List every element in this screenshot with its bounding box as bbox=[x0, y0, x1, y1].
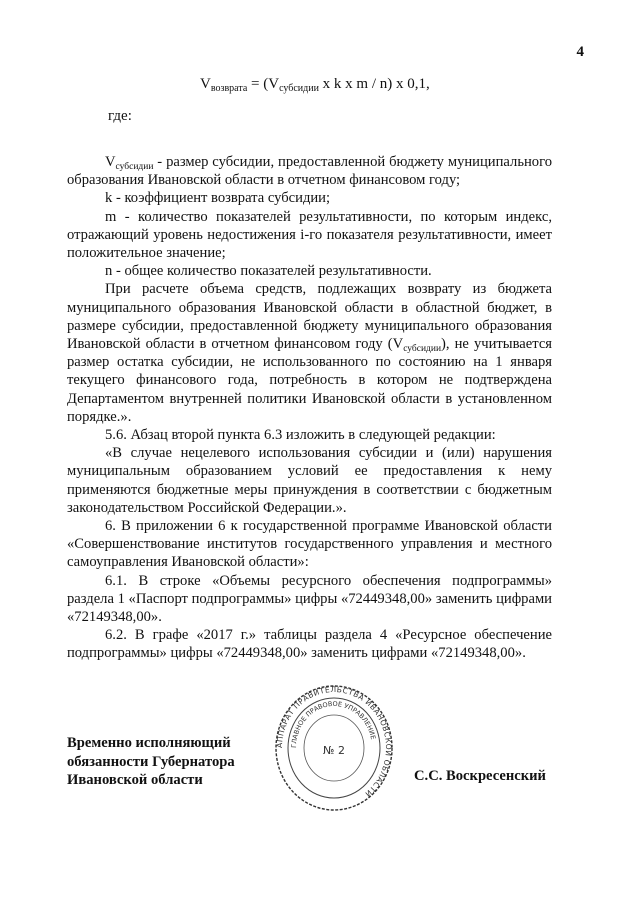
formula-rhs-sub: субсидии bbox=[279, 83, 319, 94]
stamp-inner-text: ГЛАВНОЕ ПРАВОВОЕ УПРАВЛЕНИЕ bbox=[289, 699, 378, 749]
v-symbol: V bbox=[105, 154, 116, 170]
formula-eq: = (V bbox=[247, 76, 280, 92]
formula-lhs: V bbox=[200, 76, 211, 92]
paragraph-6-2: 6.2. В графе «2017 г.» таблицы раздела 4 «Ресурсное обеспечение подпрограммы» цифры «72449348,00» заменить цифрами «72149348,00». bbox=[67, 627, 552, 662]
calc-text-b: ), не учитывается размер остатка субсидии, не использованного по состоянию на 1 января текущего финансового года, потребность в котором не подтверждена Департаментом внутренней политики Ивановской области в установленном порядке.». bbox=[67, 336, 553, 425]
official-stamp-icon bbox=[272, 682, 396, 814]
signatory-title-line2: обязанности Губернатора bbox=[67, 753, 235, 770]
calc-text-a: При расчете объема средств, подлежащих возврату из бюджета муниципального образования Ивановской области в областной бюджет, в размере субсидии, предоставленной бюджету муниципального образования Ивановской области в отчетном финансовом году (V bbox=[67, 281, 552, 353]
svg-text:ГЛАВНОЕ ПРАВОВОЕ УПРАВЛЕНИЕ bbox=[290, 700, 377, 748]
stamp-center-text: № 2 bbox=[323, 744, 345, 757]
return-formula bbox=[200, 76, 430, 94]
signatory-title bbox=[67, 734, 235, 790]
paragraph-6: 6. В приложении 6 к государственной программе Ивановской области «Совершенствование институтов государственного управления и местного самоуправления Ивановской области»: bbox=[67, 518, 552, 571]
paragraph-6-1: 6.1. В строке «Объемы ресурсного обеспечения подпрограммы» раздела 1 «Паспорт подпрограммы» цифры «72449348,00» заменить цифрами «72149348,00». bbox=[67, 572, 552, 626]
definition-m: m - количество показателей результативности, по которым индекс, отражающий уровень недостижения i-го показателя результативности, имеет положительное значение; bbox=[67, 208, 552, 262]
definition-v bbox=[67, 153, 552, 189]
signatory-title-line3: Ивановской области bbox=[67, 772, 203, 788]
v-subscript: субсидии bbox=[115, 162, 154, 172]
paragraph-5-6-quote: «В случае нецелевого использования субсидии и (или) нарушения муниципальным образованием условий ее предоставления к нему применяются бюджетные меры принуждения в соответствии с бюджетным законодательством Российской Федерации.». bbox=[67, 445, 552, 516]
definition-k: k - коэффициент возврата субсидии; bbox=[105, 190, 331, 207]
document-body bbox=[67, 153, 552, 663]
definition-n: n - общее количество показателей результативности. bbox=[105, 263, 432, 280]
v-definition-text: - размер субсидии, предоставленной бюджету муниципального образования Ивановской области в отчетном финансовом году; bbox=[67, 154, 552, 189]
paragraph-5-6: 5.6. Абзац второй пункта 6.3 изложить в следующей редакции: bbox=[105, 427, 496, 444]
page-number: 4 bbox=[576, 44, 584, 60]
paragraph-calculation bbox=[67, 280, 552, 426]
calc-subscript: субсидии bbox=[403, 344, 442, 355]
signatory-title-line1: Временно исполняющий bbox=[67, 735, 231, 751]
formula-rest: x k x m / n) x 0,1, bbox=[318, 76, 430, 92]
signatory-name: С.С. Воскресенский bbox=[414, 768, 546, 784]
where-label: где: bbox=[108, 108, 132, 124]
formula-lhs-sub: возврата bbox=[210, 83, 248, 94]
stamp-outer-text: АППАРАТ ПРАВИТЕЛЬСТВА ИВАНОВСКОЙ ОБЛАСТИ bbox=[274, 684, 394, 799]
